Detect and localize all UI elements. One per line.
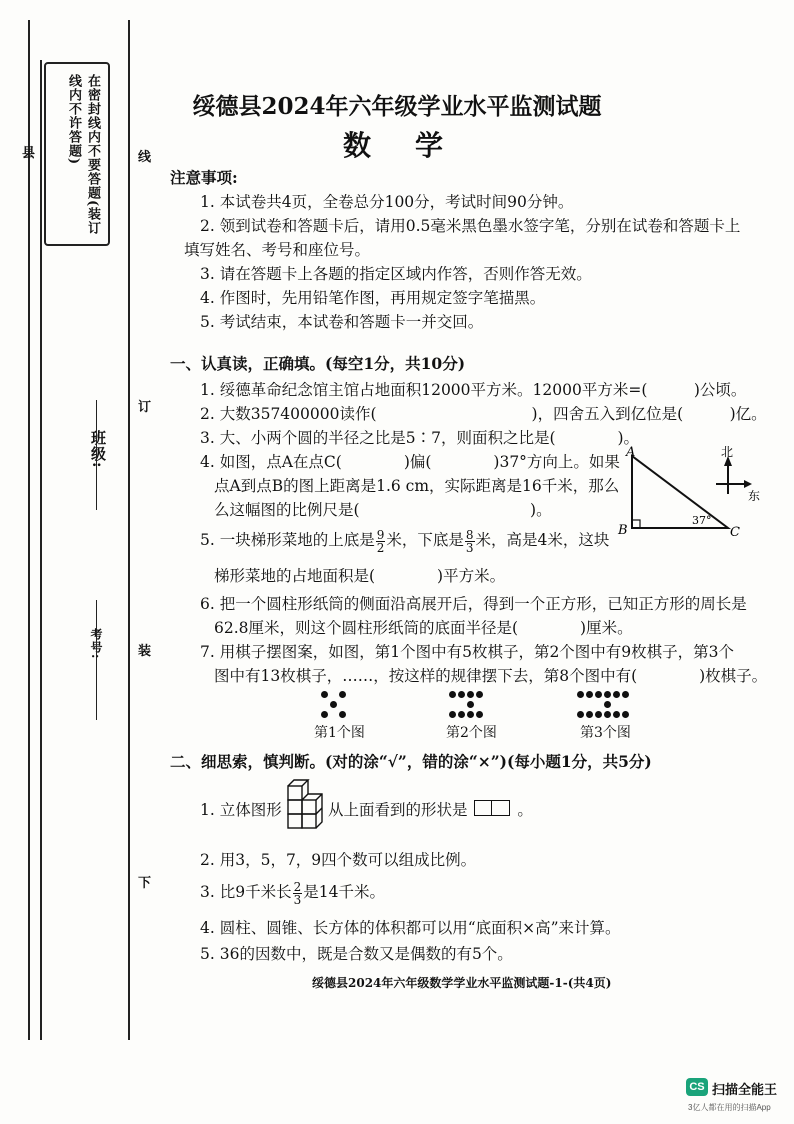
north-label: 北 — [721, 445, 734, 459]
pattern-figure-3 — [576, 688, 656, 718]
margin-ding-label: 订 — [138, 400, 152, 415]
margin-line-right — [128, 20, 130, 1040]
exam-title: 绥德县2024年六年级学业水平监测试题 — [192, 93, 602, 120]
point-b-label: B — [618, 523, 628, 538]
figure-label-1: 第1个图 — [314, 725, 365, 741]
point-c-label: C — [730, 525, 740, 540]
fraction-two-thirds — [293, 881, 303, 906]
class-field[interactable] — [96, 400, 97, 510]
cube-stack-figure — [284, 772, 324, 838]
note-item: 3. 请在答题卡上各题的指定区域内作答，否则作答无效。 — [200, 265, 592, 283]
fraction-denominator: 3 — [465, 540, 474, 555]
question-2-5: 5. 36的因数中，既是合数又是偶数的有5个。 — [200, 945, 513, 963]
question-1-5 — [200, 528, 609, 554]
fraction-upper-base — [376, 529, 386, 554]
question-1-5-cont: 梯形菜地的占地面积是( )平方米。 — [214, 567, 506, 585]
number-field[interactable] — [96, 600, 97, 720]
angle-label: 37° — [692, 514, 712, 527]
q2-1-prefix: 1. 立体图形 — [200, 801, 282, 819]
question-2-1-cont — [328, 798, 533, 820]
question-1-7-cont: 图中有13枚棋子，……，按这样的规律摆下去，第8个图中有( )枚棋子。 — [214, 667, 768, 685]
question-1-4: 4. 如图，点A在点C( )偏( )37°方向上。如果 — [200, 453, 620, 471]
question-2-4: 4. 圆柱、圆锥、长方体的体积都可以用“底面积×高”来计算。 — [200, 919, 621, 937]
question-1-4-cont2: 么这幅图的比例尺是( )。 — [214, 501, 552, 519]
pattern-figure-1 — [320, 688, 352, 718]
fraction-lower-base — [465, 529, 475, 554]
question-1-4-cont: 点A到点B的图上距离是1.6 cm，实际距离是16千米，那么 — [214, 477, 620, 495]
note-item: 1. 本试卷共4页，全卷总分100分，考试时间90分钟。 — [200, 193, 574, 211]
section2-heading: 二、细思索，慎判断。(对的涂“√”，错的涂“×”)(每小题1分，共5分) — [170, 752, 652, 771]
q5-middle: 米，下底是 — [386, 531, 464, 549]
east-label: 东 — [748, 489, 761, 503]
fraction-numerator: 8 — [465, 527, 474, 542]
scanner-app-name: 扫描全能王 — [712, 1082, 778, 1097]
q2-3-suffix: 是14千米。 — [303, 883, 385, 901]
margin-line-inner — [40, 60, 42, 1040]
section1-heading: 一、认真读，正确填。(每空1分，共10分) — [170, 354, 466, 373]
pattern-figure-2 — [448, 688, 508, 718]
figure-label-2: 第2个图 — [446, 725, 497, 741]
number-label: 考号: — [89, 628, 103, 660]
question-2-1 — [200, 798, 282, 820]
seal-notice: 在密封线内不要答题(装订线内不许答题) — [66, 74, 100, 236]
q5-suffix: 米，高是4米，这块 — [475, 531, 610, 549]
note-item: 4. 作图时，先用铅笔作图，再用规定签字笔描黑。 — [200, 289, 546, 307]
question-2-3 — [200, 880, 385, 906]
east-arrowhead — [744, 480, 752, 488]
question-1-6: 6. 把一个圆柱形纸筒的侧面沿高展开后，得到一个正方形，已知正方形的周长是 — [200, 595, 747, 613]
question-1-6-cont: 62.8厘米，则这个圆柱形纸筒的底面半径是( )厘米。 — [214, 619, 633, 637]
subject-title: 数 学 — [342, 129, 451, 162]
page-footer: 绥德县2024年六年级数学学业水平监测试题-1-(共4页) — [312, 976, 612, 990]
margin-xia-label: 下 — [138, 876, 152, 891]
fraction-numerator: 9 — [376, 527, 385, 542]
question-1-2: 2. 大数357400000读作( )，四舍五入到亿位是( )亿。 — [200, 405, 767, 423]
note-item: 填写姓名、考号和座位号。 — [184, 241, 371, 259]
question-1-3: 3. 大、小两个圆的半径之比是5∶7，则面积之比是( )。 — [200, 429, 640, 447]
margin-line-outer — [28, 20, 30, 1040]
question-1-7: 7. 用棋子摆图案，如图，第1个图中有5枚棋子，第2个图中有9枚棋子，第3个 — [200, 643, 735, 661]
figure-label-3: 第3个图 — [580, 725, 631, 741]
note-item: 2. 领到试卷和答题卡后，请用0.5毫米黑色墨水签字笔，分别在试卷和答题卡上 — [200, 217, 741, 235]
triangle-shape — [632, 456, 728, 528]
q5-prefix: 5. 一块梯形菜地的上底是 — [200, 531, 375, 549]
right-angle-mark — [632, 520, 640, 528]
notes-heading: 注意事项: — [170, 168, 238, 187]
q2-1-end: 。 — [517, 801, 533, 819]
triangle-figure — [616, 444, 766, 540]
q2-1-post: 从上面看到的形状是 — [328, 801, 468, 819]
note-item: 5. 考试结束，本试卷和答题卡一并交回。 — [200, 313, 484, 331]
margin-line-label: 线 — [138, 150, 152, 165]
margin-county-label: 县 — [22, 146, 36, 161]
fraction-numerator: 2 — [293, 879, 302, 894]
scanner-tagline: 3亿人都在用的扫描App — [688, 1103, 771, 1112]
q2-3-prefix: 3. 比9千米长 — [200, 883, 292, 901]
question-1-1: 1. 绥德革命纪念馆主馆占地面积12000平方米。12000平方米=( )公顷。 — [200, 381, 747, 399]
margin-zhuang-label: 装 — [138, 644, 152, 659]
point-a-label: A — [626, 445, 636, 460]
scanner-logo-icon: CS — [686, 1078, 708, 1096]
question-2-2: 2. 用3，5，7，9四个数可以组成比例。 — [200, 851, 477, 869]
fraction-denominator: 3 — [293, 892, 302, 907]
fraction-denominator: 2 — [376, 540, 385, 555]
top-view-shape — [474, 800, 510, 816]
class-label: 班级: — [89, 430, 107, 469]
